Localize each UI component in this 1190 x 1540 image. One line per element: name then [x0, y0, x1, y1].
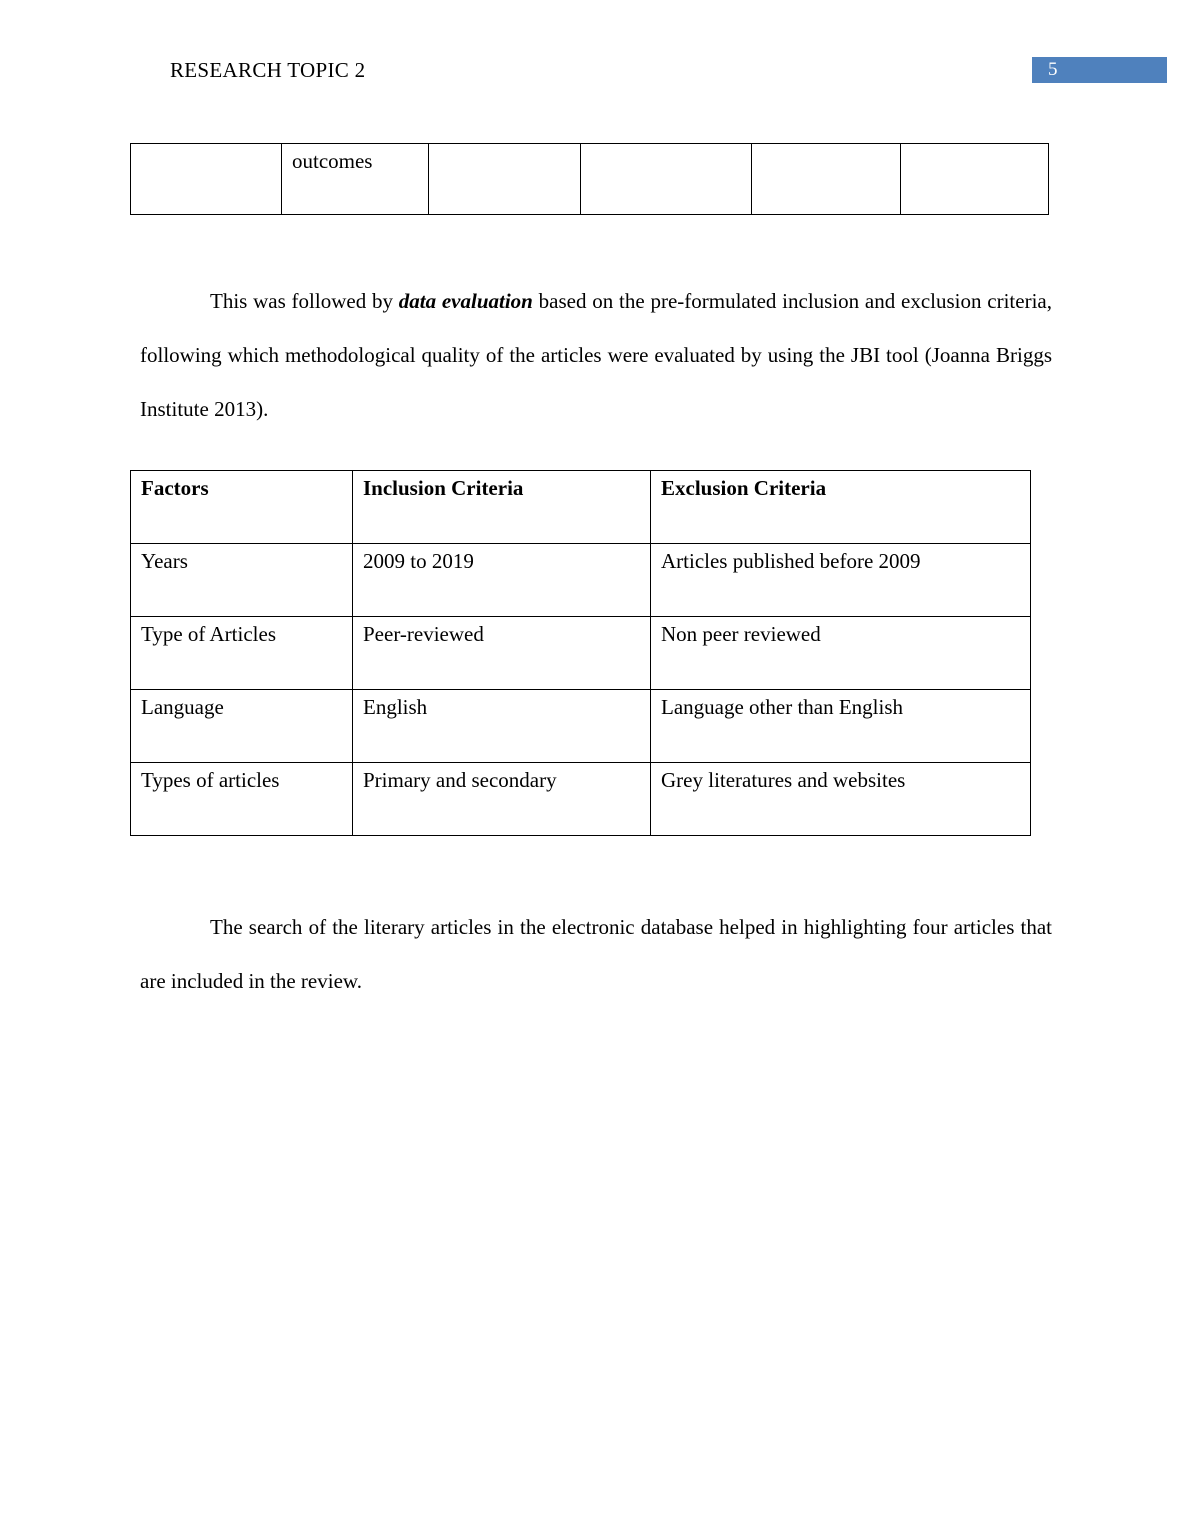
paragraph-data-evaluation: [140, 274, 1052, 436]
table-cell: Non peer reviewed: [651, 617, 1031, 690]
table-cell: Language other than English: [651, 690, 1031, 763]
column-header: Inclusion Criteria: [353, 471, 651, 544]
table-row: [131, 144, 1049, 215]
page-number-badge: [1032, 57, 1167, 83]
table-row: [131, 690, 1031, 763]
table-cell: Type of Articles: [131, 617, 353, 690]
continued-table: [130, 143, 1049, 215]
table-row: [131, 617, 1031, 690]
table-cell: Types of articles: [131, 763, 353, 836]
table-cell: [131, 144, 282, 215]
paragraph-text: This was followed by: [210, 289, 399, 313]
table-cell: Primary and secondary: [353, 763, 651, 836]
table-cell: [901, 144, 1049, 215]
page-header-title: RESEARCH TOPIC 2: [170, 58, 366, 82]
paragraph-text: based on the pre-formulated inclusion and exclusion criteria, following which methodological quality of the articles were evaluated by using the JBI tool (Joanna Briggs Institute 2013).: [140, 289, 1052, 421]
column-header: Exclusion Criteria: [651, 471, 1031, 544]
table-cell: Grey literatures and websites: [651, 763, 1031, 836]
table-row: [131, 763, 1031, 836]
bold-italic-phrase: data evaluation: [398, 289, 533, 313]
table-cell: outcomes: [282, 144, 429, 215]
table-cell: Years: [131, 544, 353, 617]
table-cell: Language: [131, 690, 353, 763]
column-header: Factors: [131, 471, 353, 544]
table-cell: [581, 144, 752, 215]
table-cell: English: [353, 690, 651, 763]
paragraph-search-results: The search of the literary articles in the electronic database helped in highlighting four articles that are included in the review.: [140, 915, 1052, 993]
table-header-row: [131, 471, 1031, 544]
page-number: 5: [1048, 59, 1058, 80]
inclusion-exclusion-table: [130, 470, 1031, 836]
table-row: [131, 544, 1031, 617]
table-cell: Articles published before 2009: [651, 544, 1031, 617]
table-cell: [429, 144, 581, 215]
table-cell: [752, 144, 901, 215]
table-cell: Peer-reviewed: [353, 617, 651, 690]
table-cell: 2009 to 2019: [353, 544, 651, 617]
